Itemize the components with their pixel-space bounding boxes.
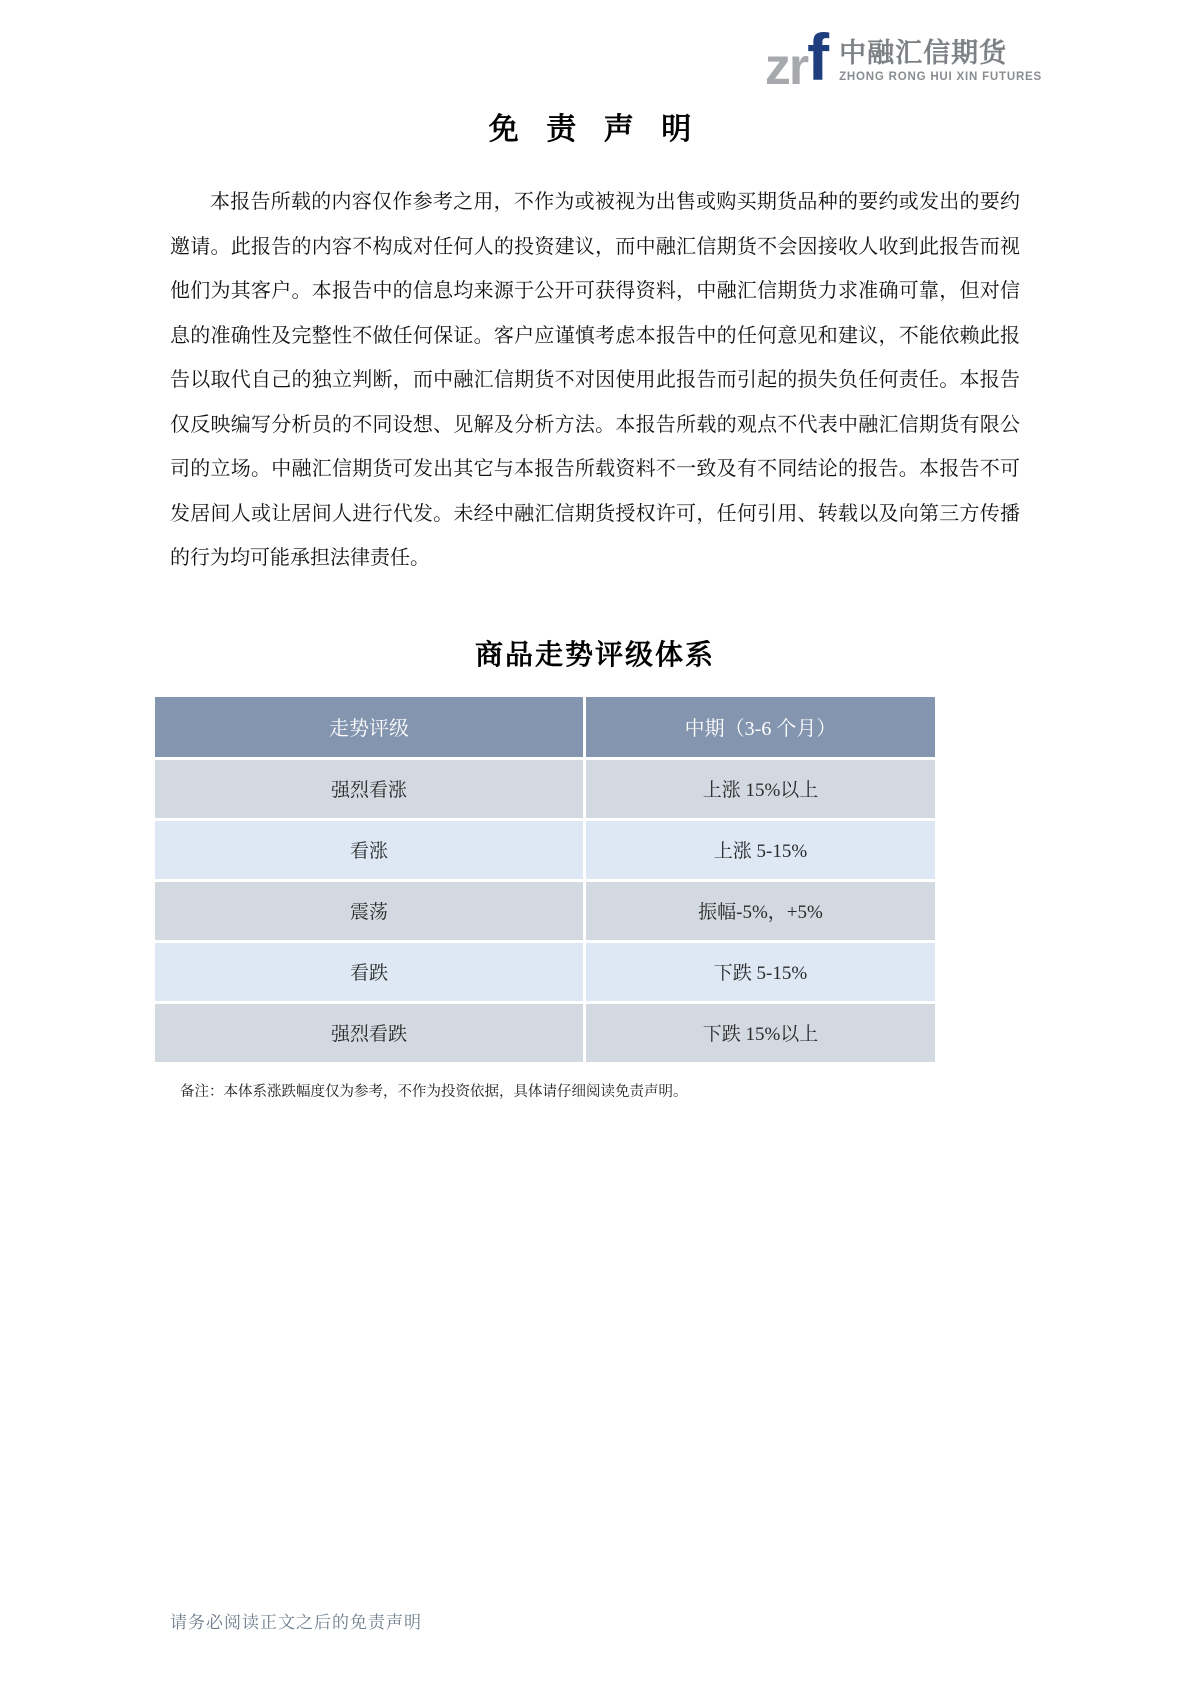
page-footer: 请务必阅读正文之后的免责声明 [170,1613,422,1632]
table-header-rating: 走势评级 [155,697,583,757]
table-cell-rating: 震荡 [155,882,583,940]
section-title: 商品走势评级体系 [474,639,715,671]
table-cell-range: 下跌 15%以上 [586,1004,935,1062]
page-title: 免 责 声 明 [488,113,702,146]
company-logo [764,20,1042,96]
table-cell-rating: 看涨 [155,821,583,879]
rating-table [155,697,935,1062]
table-cell-rating: 看跌 [155,943,583,1001]
logo-letter-f: f [807,20,830,94]
table-header-midterm: 中期（3-6 个月） [586,697,935,757]
table-cell-range: 上涨 5-15% [586,821,935,879]
zrf-logo-icon [764,20,830,96]
table-cell-rating: 强烈看涨 [155,760,583,818]
table-note: 备注：本体系涨跌幅度仅为参考，不作为投资依据，具体请仔细阅读免责声明。 [180,1083,688,1100]
table-cell-range: 下跌 5-15% [586,943,935,1001]
company-name-cn: 中融汇信期货 [839,37,1008,68]
table-cell-rating: 强烈看跌 [155,1004,583,1062]
company-name-en: ZHONG RONG HUI XIN FUTURES [839,71,1042,84]
disclaimer-paragraph: 本报告所载的内容仅作参考之用，不作为或被视为出售或购买期货品种的要约或发出的要约邀请。此报告的内容不构成对任何人的投资建议，而中融汇信期货不会因接收人收到此报告而视他们为其客户。本报告中的信息均来源于公开可获得资料，中融汇信期货力求准确可靠，但对信息的准确性及完整性不做任何保证。客户应谨慎考虑本报告中的任何意见和建议，不能依赖此报告以取代自己的独立判断，而中融汇信期货不对因使用此报告而引起的损失负任何责任。本报告仅反映编写分析员的不同设想、见解及分析方法。本报告所载的观点不代表中融汇信期货有限公司的立场。中融汇信期货可发出其它与本报告所载资料不一致及有不同结论的报告。本报告不可发居间人或让居间人进行代发。未经中融汇信期货授权许可，任何引用、转载以及向第三方传播的行为均可能承担法律责任。 [170,191,1020,569]
logo-letters-zr: zr [764,38,808,96]
table-cell-range: 振幅-5%，+5% [586,882,935,940]
table-cell-range: 上涨 15%以上 [586,760,935,818]
logo-names [839,39,1042,84]
